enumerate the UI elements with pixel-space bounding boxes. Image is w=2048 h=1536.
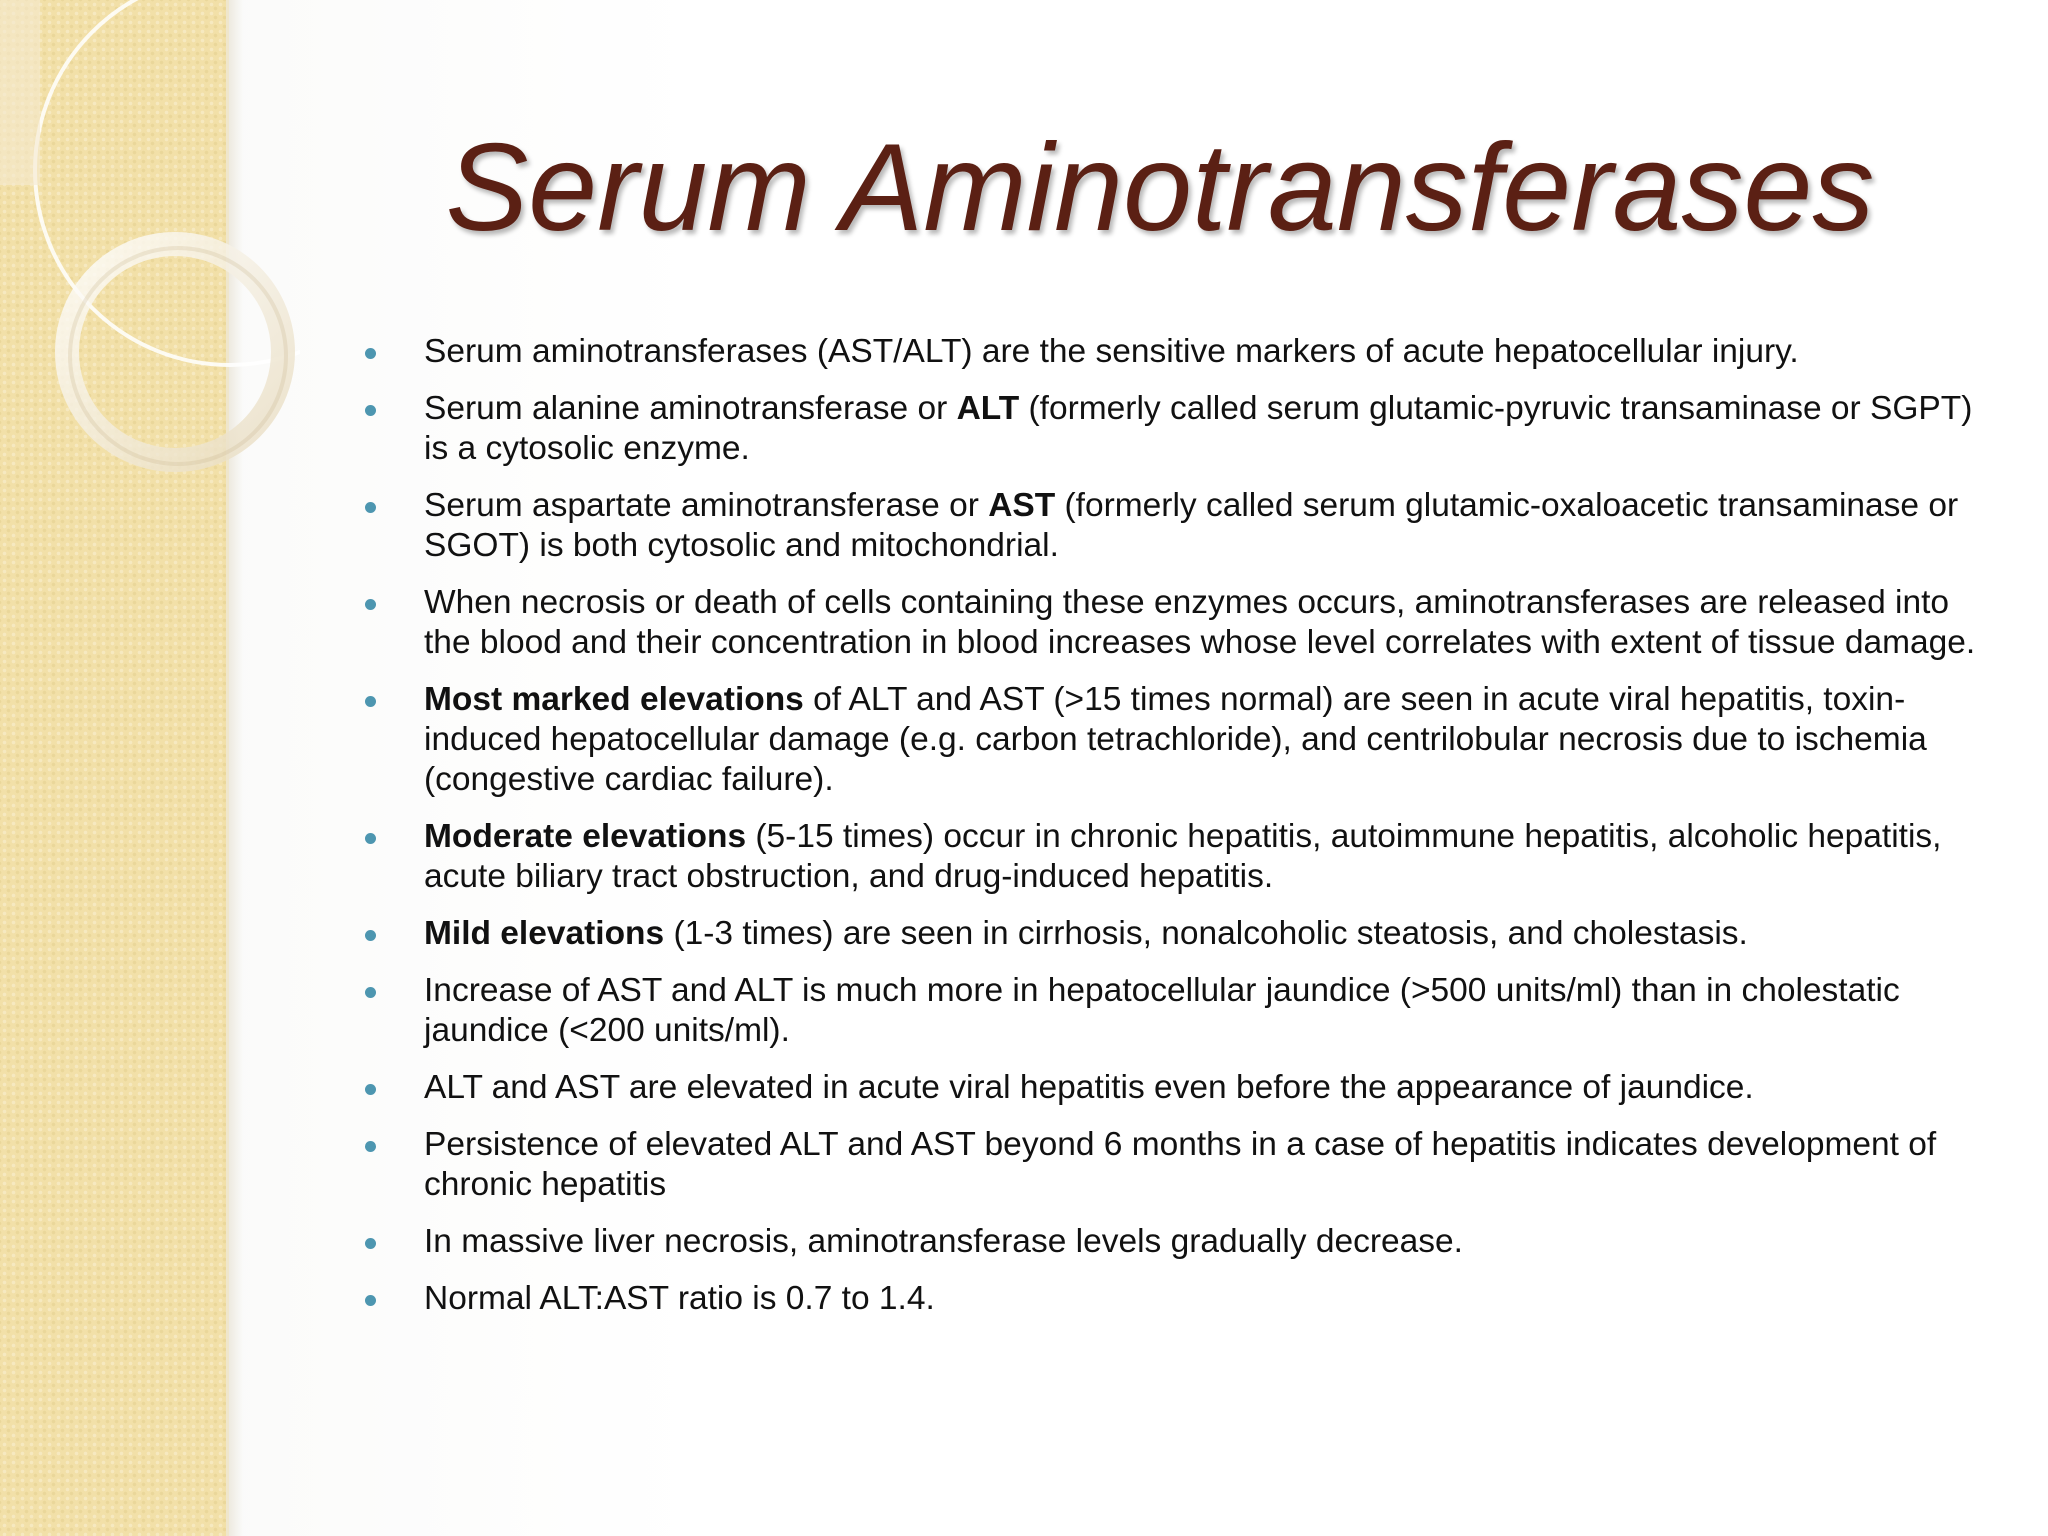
bullet-text-bold: Moderate elevations xyxy=(424,818,747,855)
bullet-text: Serum aminotransferases (AST/ALT) are the sensitive markers of acute hepatocellular injury. xyxy=(424,333,1799,370)
bullet-text: ALT and AST are elevated in acute viral hepatitis even before the appearance of jaundice. xyxy=(424,1069,1754,1106)
bullet-marker-icon xyxy=(365,1141,376,1152)
bullet-marker-icon xyxy=(365,348,376,359)
bullet-text-bold: Most marked elevations xyxy=(424,681,804,718)
bullet-marker-icon xyxy=(365,599,376,610)
decorative-rings-graphic xyxy=(0,0,300,560)
bullet-item xyxy=(360,583,2000,663)
bullet-marker-icon xyxy=(365,1084,376,1095)
bullet-text: Serum alanine aminotransferase or xyxy=(424,390,957,427)
bullet-text: Persistence of elevated ALT and AST beyond 6 months in a case of hepatitis indicates development of chronic hepatitis xyxy=(424,1126,1937,1203)
bullet-item xyxy=(360,1222,2000,1262)
bullet-item xyxy=(360,389,2000,469)
bullet-text: of ALT and AST (>15 times normal) are seen in acute viral hepatitis, toxin-induced hepatocellular damage (e.g. carbon tetrachloride), and centrilobular necrosis due to ischemia (congestive cardiac failure). xyxy=(424,681,1927,798)
bullet-item xyxy=(360,680,2000,800)
slide-title: Serum Aminotransferases xyxy=(445,119,1875,257)
bullet-text-bold: ALT xyxy=(956,390,1020,427)
bullet-marker-icon xyxy=(365,405,376,416)
bullet-text: When necrosis or death of cells containing these enzymes occurs, aminotransferases are released into the blood and their concentration in blood increases whose level correlates with extent of tissue damage. xyxy=(424,584,1976,661)
bullet-text: Increase of AST and ALT is much more in hepatocellular jaundice (>500 units/ml) than in cholestatic jaundice (<200 units/ml). xyxy=(424,972,1900,1049)
bullet-marker-icon xyxy=(365,930,376,941)
bullet-item xyxy=(360,971,2000,1051)
bullet-item xyxy=(360,914,2000,954)
bullet-text: (5-15 times) occur in chronic hepatitis, autoimmune hepatitis, alcoholic hepatitis, acute biliary tract obstruction, and drug-induced hepatitis. xyxy=(424,818,1942,895)
bullet-marker-icon xyxy=(365,987,376,998)
bullet-marker-icon xyxy=(365,1295,376,1306)
bullet-marker-icon xyxy=(365,1238,376,1249)
bullet-text: (formerly called serum glutamic-pyruvic transaminase or SGPT) is a cytosolic enzyme. xyxy=(424,390,1973,467)
bullet-text: In massive liver necrosis, aminotransferase levels gradually decrease. xyxy=(424,1223,1463,1260)
bullet-item xyxy=(360,817,2000,897)
bullet-text-bold: Mild elevations xyxy=(424,915,665,952)
bullet-text: Normal ALT:AST ratio is 0.7 to 1.4. xyxy=(424,1280,935,1317)
bullet-marker-icon xyxy=(365,502,376,513)
bullet-marker-icon xyxy=(365,696,376,707)
bullet-text-bold: AST xyxy=(988,487,1056,524)
bullet-text: (formerly called serum glutamic-oxaloacetic transaminase or SGOT) is both cytosolic and mitochondrial. xyxy=(424,487,1959,564)
bullet-item xyxy=(360,1068,2000,1108)
bullet-marker-icon xyxy=(365,833,376,844)
bullet-item xyxy=(360,332,2000,372)
bullet-item xyxy=(360,1279,2000,1319)
bullet-item xyxy=(360,486,2000,566)
bullet-item xyxy=(360,1125,2000,1205)
bullet-list xyxy=(360,332,2000,1336)
decorative-light-patch xyxy=(0,0,40,185)
bullet-text: (1-3 times) are seen in cirrhosis, nonalcoholic steatosis, and cholestasis. xyxy=(664,915,1748,952)
bullet-text: Serum aspartate aminotransferase or xyxy=(424,487,989,524)
